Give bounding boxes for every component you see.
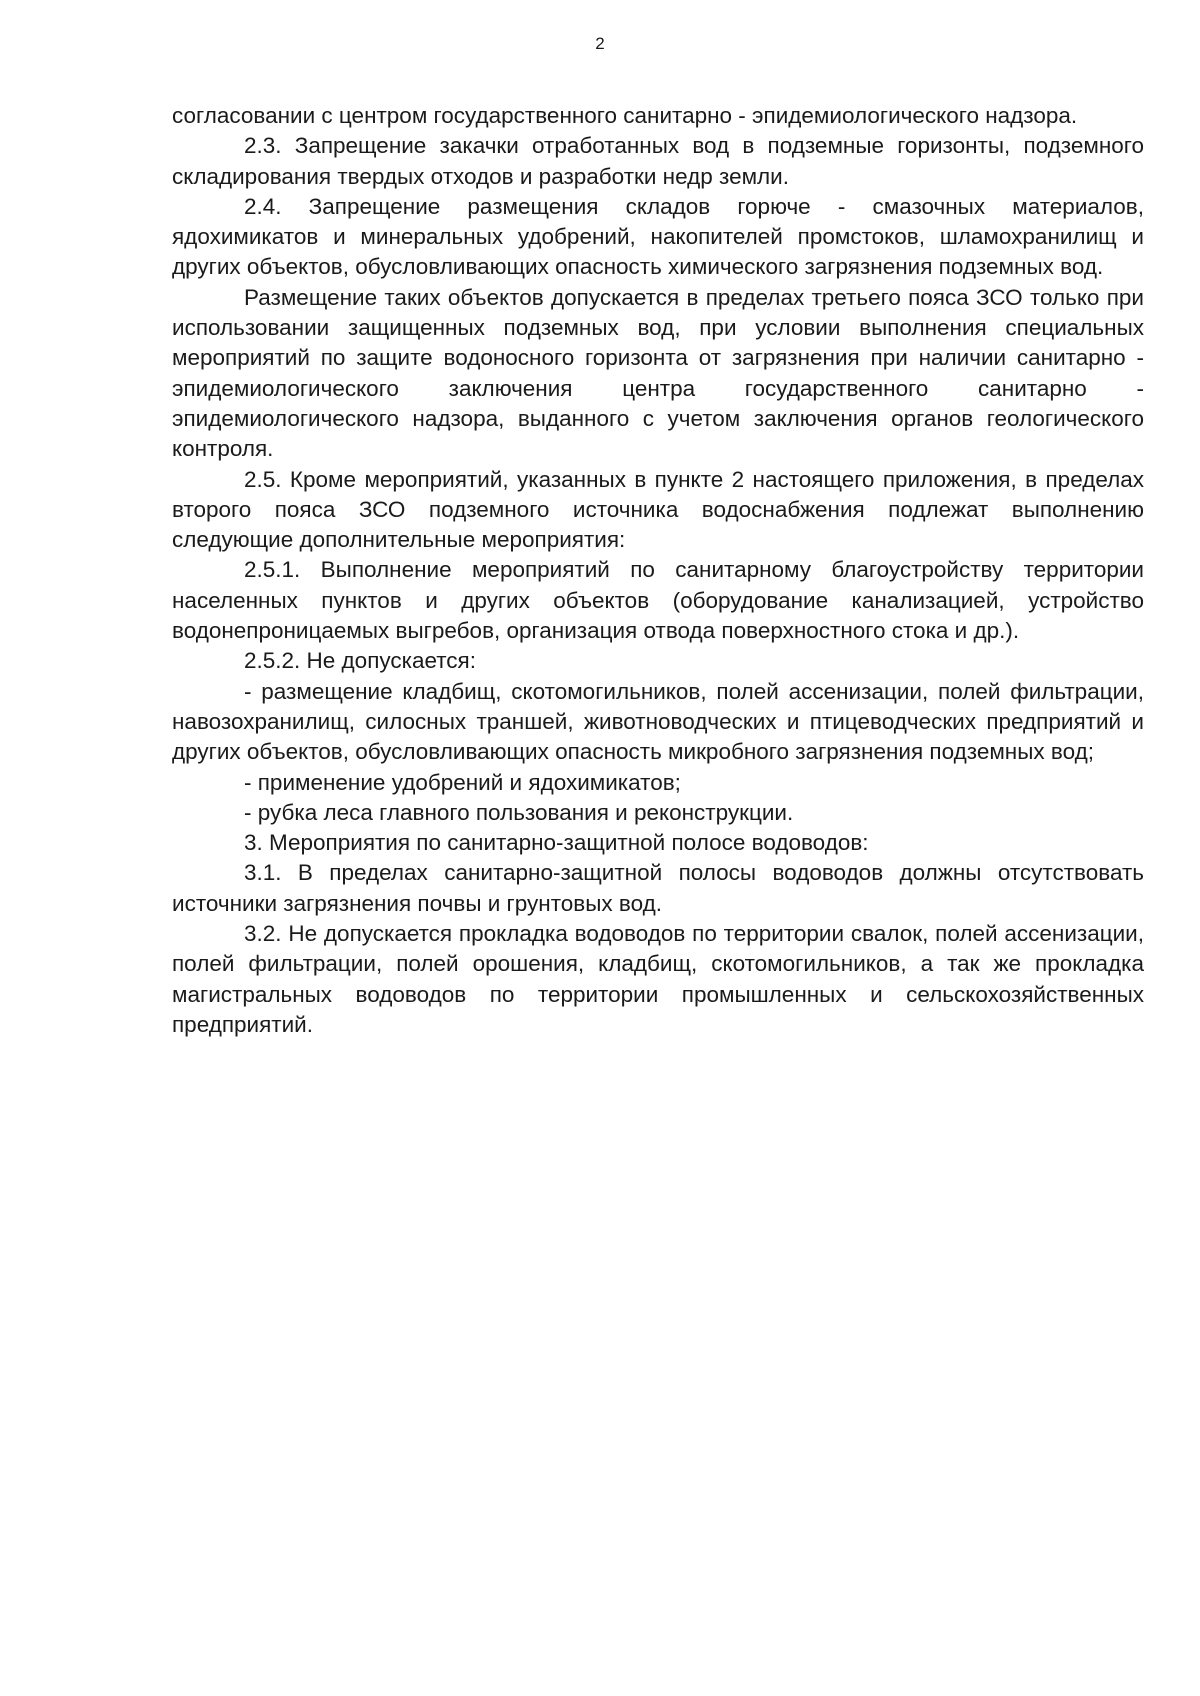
paragraph-2-4: 2.4. Запрещение размещения складов горюче - смазочных материалов, ядохимикатов и минеральных удобрений, накопителей промстоков, шламохранилищ и других объектов, обусловливающих опасность химического загрязнения подземных вод. <box>172 193 1144 280</box>
list-item-placement-ban: - размещение кладбищ, скотомогильников, полей ассенизации, полей фильтрации, навозохранилищ, силосных траншей, животноводческих и птицеводческих предприятий и других объектов, обусловливающих опасность микробного загрязнения подземных вод; <box>172 678 1144 765</box>
paragraph-2-5: 2.5. Кроме мероприятий, указанных в пункте 2 настоящего приложения, в пределах второго пояса ЗСО подземного источника водоснабжения подлежат выполнению следующие дополнительные мероприятия: <box>172 466 1144 553</box>
paragraph-2-5-2: 2.5.2. Не допускается: <box>244 648 476 674</box>
paragraph-3-2: 3.2. Не допускается прокладка водоводов по территории свалок, полей ассенизации, полей фильтрации, полей орошения, кладбищ, скотомогильников, а так же прокладка магистральных водоводов по территории промышленных и сельскохозяйственных предприятий. <box>172 921 1144 1037</box>
paragraph-3-1: 3.1. В пределах санитарно-защитной полосы водоводов должны отсутствовать источники загрязнения почвы и грунтовых вод. <box>172 860 1144 916</box>
document-body <box>172 101 1144 1040</box>
list-item-logging-ban: - рубка леса главного пользования и реконструкции. <box>244 799 794 825</box>
page-number: 2 <box>595 34 605 53</box>
paragraph-3: 3. Мероприятия по санитарно-защитной полосе водоводов: <box>244 830 869 856</box>
paragraph-placement-conditions: Размещение таких объектов допускается в пределах третьего пояса ЗСО только при использовании защищенных подземных вод, при условии выполнения специальных мероприятий по защите водоносного горизонта от загрязнения при наличии санитарно - эпидемиологического заключения центра государственного санитарно - эпидемиологического надзора, выданного с учетом заключения органов геологического контроля. <box>172 284 1144 462</box>
list-item-fertilizers-ban: - применение удобрений и ядохимикатов; <box>244 769 681 795</box>
paragraph-2-3: 2.3. Запрещение закачки отработанных вод в подземные горизонты, подземного складирования твердых отходов и разработки недр земли. <box>172 133 1144 189</box>
paragraph-2-5-1: 2.5.1. Выполнение мероприятий по санитарному благоустройству территории населенных пунктов и других объектов (оборудование канализацией, устройство водонепроницаемых выгребов, организация отвода поверхностного стока и др.). <box>172 557 1144 644</box>
paragraph-continuation: согласовании с центром государственного санитарно - эпидемиологического надзора. <box>172 103 1078 128</box>
